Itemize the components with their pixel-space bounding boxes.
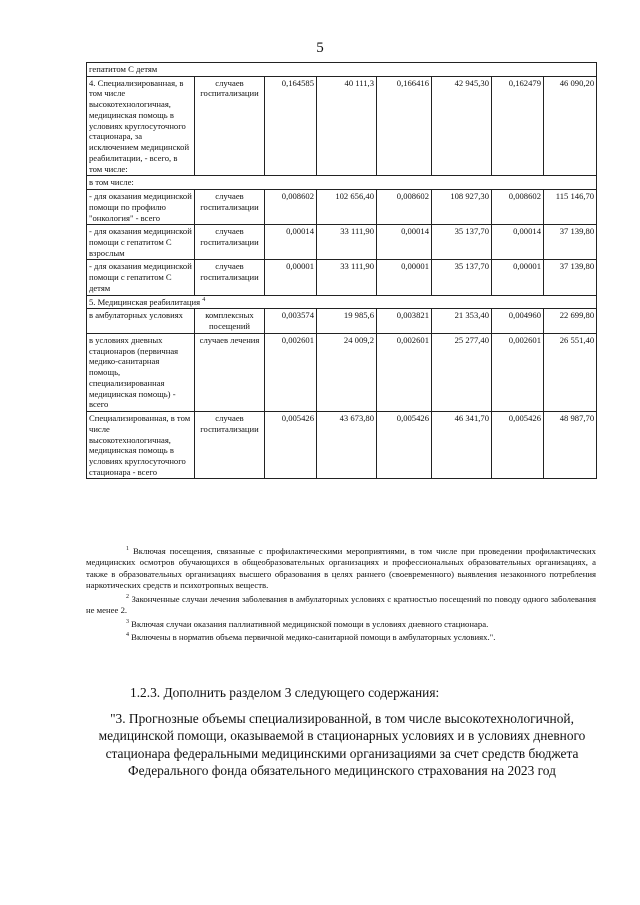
unit-cell: случаев лечения xyxy=(195,333,265,411)
value-cell: 0,005426 xyxy=(377,412,432,479)
unit-cell: случаев госпитализации xyxy=(195,190,265,225)
value-cell: 37 139,80 xyxy=(544,260,597,295)
row-label: - для оказания медицинской помощи по профилю "онкология" - всего xyxy=(87,190,195,225)
value-cell: 0,00001 xyxy=(492,260,544,295)
table-row xyxy=(87,225,597,260)
value-cell: 48 987,70 xyxy=(544,412,597,479)
footnote: $^1$ Включая посещения, связанные с профилактическими мероприятиями, в том числе при проведении профилактических медицинских осмотров обучающихся в общеобразовательных организациях и профессиональных образовательных организациях, а также в образовательных организациях высшего образования в целях раннего (своевременного) выявления незаконного потребления наркотических средств и психотропных веществ. xyxy=(86,546,596,591)
value-cell: 22 699,80 xyxy=(544,309,597,333)
value-cell: 0,008602 xyxy=(492,190,544,225)
value-cell: 19 985,6 xyxy=(317,309,377,333)
value-cell: 25 277,40 xyxy=(432,333,492,411)
table-row xyxy=(87,260,597,295)
table-row xyxy=(87,190,597,225)
amendment-paragraph: 1.2.3. Дополнить разделом 3 следующего содержания: xyxy=(130,685,440,700)
value-cell: 0,002601 xyxy=(377,333,432,411)
value-cell: 0,00014 xyxy=(377,225,432,260)
value-cell: 35 137,70 xyxy=(432,260,492,295)
value-cell: 35 137,70 xyxy=(432,225,492,260)
value-cell: 21 353,40 xyxy=(432,309,492,333)
footnote: $^2$ Законченные случаи лечения заболевания в амбулаторных условиях с кратностью посещений по поводу одного заболевания не менее 2. xyxy=(86,593,597,616)
table-row xyxy=(87,333,597,411)
value-cell: 0,00014 xyxy=(492,225,544,260)
page-number: 5 xyxy=(316,40,324,56)
unit-cell: случаев госпитализации xyxy=(195,260,265,295)
value-cell: 0,162479 xyxy=(492,76,544,176)
table-row xyxy=(87,309,597,333)
volume-norms-table xyxy=(86,62,597,479)
value-cell: 0,005426 xyxy=(492,412,544,479)
unit-cell: комплексных посещений xyxy=(195,309,265,333)
value-cell: 42 945,30 xyxy=(432,76,492,176)
table-body xyxy=(87,63,597,479)
value-cell: 0,008602 xyxy=(265,190,317,225)
row-label: - для оказания медицинской помощи с гепатитом С взрослым xyxy=(87,225,195,260)
value-cell: 0,166416 xyxy=(377,76,432,176)
table-section-label: 5. Медицинская реабилитация $^4$ xyxy=(87,295,597,309)
table-row xyxy=(87,412,597,479)
value-cell: 46 090,20 xyxy=(544,76,597,176)
unit-cell: случаев госпитализации xyxy=(195,76,265,176)
value-cell: 43 673,80 xyxy=(317,412,377,479)
value-cell: 40 111,3 xyxy=(317,76,377,176)
value-cell: 46 341,70 xyxy=(432,412,492,479)
value-cell: 0,002601 xyxy=(265,333,317,411)
table-row xyxy=(87,176,597,190)
row-label: Специализированная, в том числе высокотехнологичная, медицинская помощь в условиях круглосуточного стационара - всего xyxy=(87,412,195,479)
value-cell: 0,164585 xyxy=(265,76,317,176)
value-cell: 33 111,90 xyxy=(317,260,377,295)
unit-cell: случаев госпитализации xyxy=(195,225,265,260)
table-row xyxy=(87,295,597,309)
value-cell: 108 927,30 xyxy=(432,190,492,225)
section-title: "3. Прогнозные объемы специализированной, в том числе высокотехнологичной, медицинской помощи, оказываемой в стационарных условиях и в условиях дневного стационара федеральными медицинскими организациями за счет средств бюджета Федерального фонда обязательного медицинского страхования на 2023 год xyxy=(98,711,586,779)
value-cell: 26 551,40 xyxy=(544,333,597,411)
value-cell: 0,00001 xyxy=(265,260,317,295)
value-cell: 0,004960 xyxy=(492,309,544,333)
table-section-label: в том числе: xyxy=(87,176,597,190)
value-cell: 0,00001 xyxy=(377,260,432,295)
row-label: в амбулаторных условиях xyxy=(87,309,195,333)
value-cell: 0,003821 xyxy=(377,309,432,333)
row-label: - для оказания медицинской помощи с гепатитом С детям xyxy=(87,260,195,295)
value-cell: 0,002601 xyxy=(492,333,544,411)
value-cell: 0,003574 xyxy=(265,309,317,333)
row-label: 4. Специализированная, в том числе высокотехнологичная, медицинская помощь в условиях круглосуточного стационара, за исключением медицинской реабилитации, - всего, в том числе: xyxy=(87,76,195,176)
table-row xyxy=(87,76,597,176)
value-cell: 115 146,70 xyxy=(544,190,597,225)
value-cell: 33 111,90 xyxy=(317,225,377,260)
footnote: $^3$ Включая случаи оказания паллиативной медицинской помощи в условиях дневного стационара. xyxy=(126,618,489,629)
footnote: $^4$ Включены в норматив объема первичной медико-санитарной помощи в амбулаторных условиях.". xyxy=(126,632,496,643)
value-cell: 37 139,80 xyxy=(544,225,597,260)
footnotes xyxy=(86,546,596,646)
value-cell: 0,005426 xyxy=(265,412,317,479)
table-row xyxy=(87,63,597,77)
value-cell: 0,00014 xyxy=(265,225,317,260)
table-section-label: гепатитом С детям xyxy=(87,63,597,77)
value-cell: 102 656,40 xyxy=(317,190,377,225)
unit-cell: случаев госпитализации xyxy=(195,412,265,479)
row-label: в условиях дневных стационаров (первичная медико-санитарная помощь, специализированная медицинская помощь) - всего xyxy=(87,333,195,411)
value-cell: 24 009,2 xyxy=(317,333,377,411)
value-cell: 0,008602 xyxy=(377,190,432,225)
